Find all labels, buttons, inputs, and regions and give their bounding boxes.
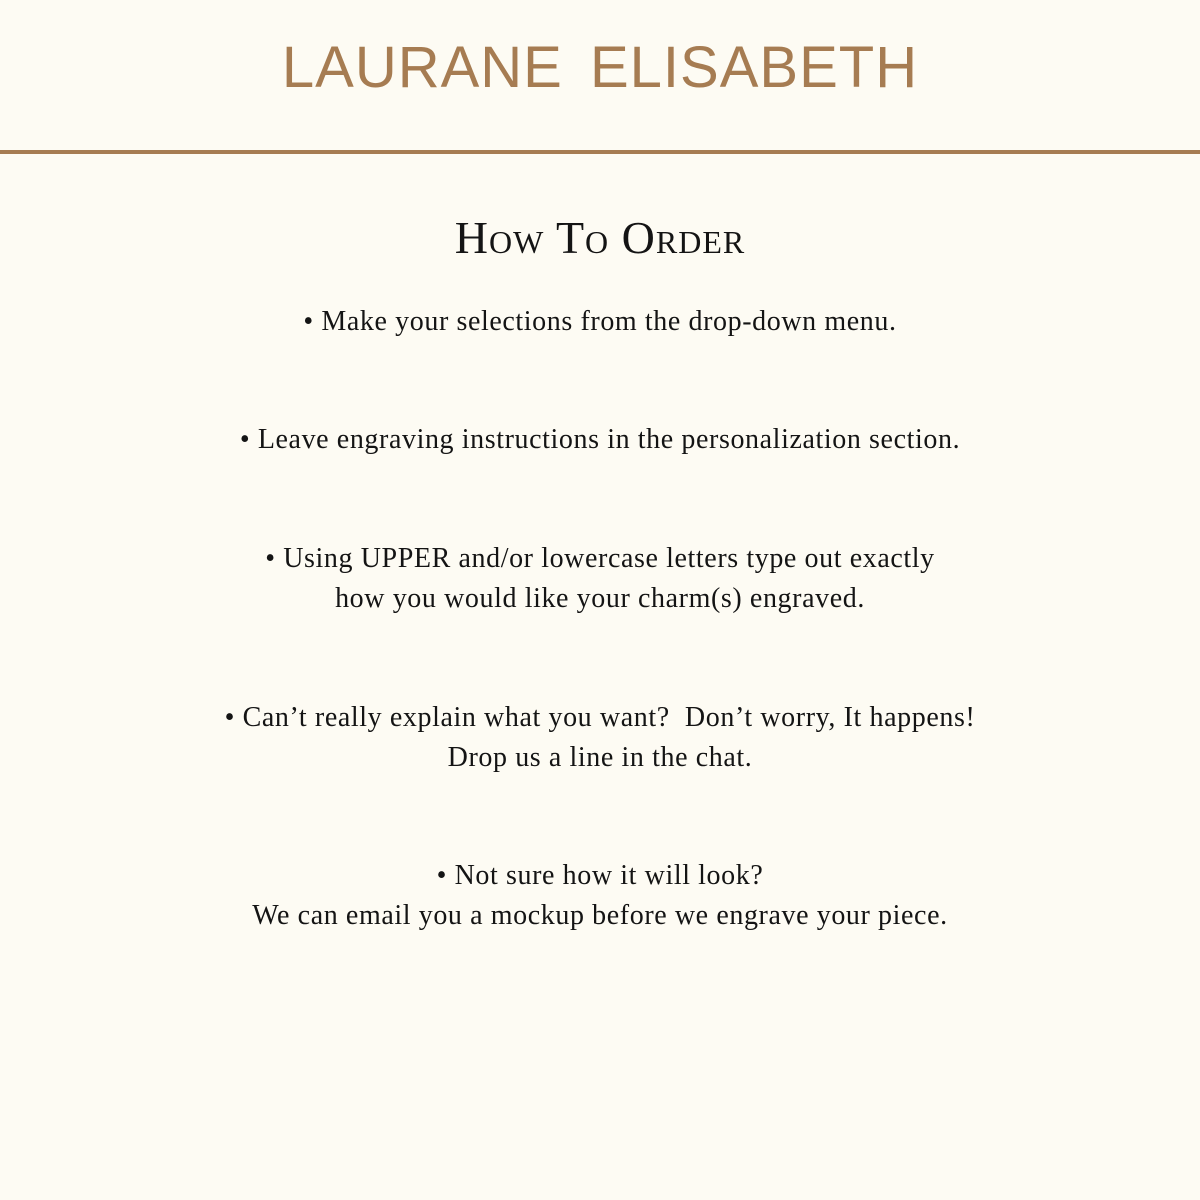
step-selections-text: • Make your selections from the drop-down menu.: [303, 306, 897, 337]
step-engraving-instructions: [0, 420, 1200, 460]
step-letter-case: [0, 539, 1200, 619]
header-divider: [0, 150, 1200, 154]
step-engraving-instructions-text: • Leave engraving instructions in the personalization section.: [239, 424, 961, 455]
step-chat-help-line-1: • Can’t really explain what you want? Don’t worry, It happens!: [224, 702, 976, 733]
step-letter-case-line-2: how you would like your charm(s) engraved.: [335, 583, 865, 614]
step-selections: [0, 302, 1200, 342]
step-chat-help-line-2: Drop us a line in the chat.: [447, 742, 753, 773]
step-mockup: [0, 856, 1200, 936]
step-chat-help: [0, 698, 1200, 778]
step-letter-case-line-1: • Using UPPER and/or lowercase letters type out exactly: [265, 543, 935, 574]
page-title: How To Order: [454, 212, 746, 263]
brand-name: LAURANE ELISABETH: [281, 35, 919, 100]
step-mockup-line-2: We can email you a mockup before we engrave your piece.: [252, 900, 948, 931]
step-mockup-line-1: • Not sure how it will look?: [436, 860, 764, 891]
